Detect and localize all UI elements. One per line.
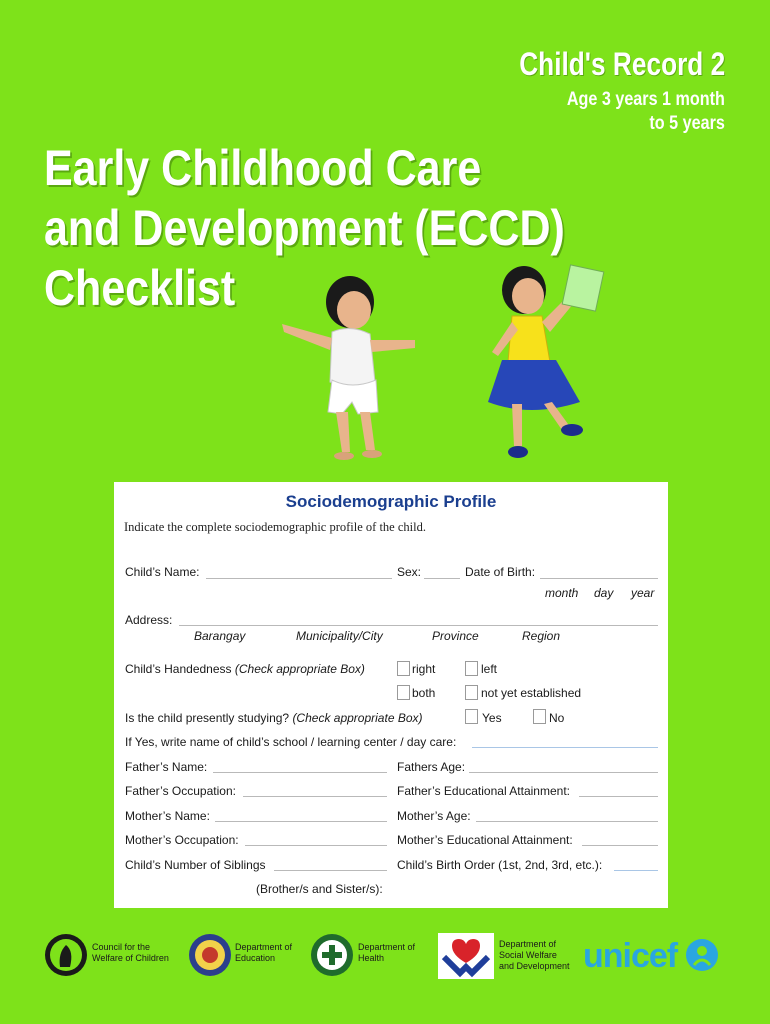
sex-label: Sex: [397, 565, 422, 579]
father-age-label: Fathers Age: [397, 760, 466, 774]
address-field[interactable] [179, 625, 658, 626]
father-name-label: Father’s Name: [125, 760, 208, 774]
father-age-field[interactable] [469, 772, 658, 773]
mother-occupation-label: Mother’s Occupation: [125, 833, 239, 847]
girl-figure [488, 265, 604, 458]
siblings-field[interactable] [274, 870, 387, 871]
school-field[interactable] [472, 747, 658, 748]
handedness-label-text: Child’s Handedness [125, 662, 232, 676]
studying-no-label: No [549, 711, 565, 725]
unicef-logo-text: unicef [583, 937, 678, 975]
address-region-label: Region [522, 629, 561, 643]
record-age-line1: Age 3 years 1 month [567, 89, 725, 110]
main-title-line3: Checklist [44, 260, 236, 316]
main-title-line2: and Development (ECCD) [44, 200, 565, 256]
main-title-line1: Early Childhood Care [44, 140, 482, 196]
father-education-label: Father’s Educational Attainment: [397, 784, 570, 798]
father-name-field[interactable] [213, 772, 387, 773]
dob-year-label: year [631, 586, 655, 600]
address-municipality-label: Municipality/City [296, 629, 383, 643]
mother-name-label: Mother’s Name: [125, 809, 210, 823]
handedness-both-label: both [412, 686, 436, 700]
dob-month-label: month [545, 586, 579, 600]
handedness-not-established-label: not yet established [481, 686, 582, 700]
address-label: Address: [125, 613, 173, 627]
doh-seal-icon [310, 933, 354, 977]
dswd-line3: and Development [499, 961, 570, 971]
dswd-line2: Social Welfare [499, 950, 557, 960]
deped-logo-text [235, 942, 292, 964]
mother-occupation-field[interactable] [245, 845, 387, 846]
handedness-left-checkbox[interactable] [465, 661, 478, 676]
handedness-right-checkbox[interactable] [397, 661, 410, 676]
cwc-line2: Welfare of Children [92, 953, 169, 963]
cwc-seal-icon [44, 933, 88, 977]
siblings-label: Child’s Number of Siblings [125, 858, 266, 872]
profile-title: Sociodemographic Profile [285, 492, 497, 511]
dob-day-label: day [594, 586, 614, 600]
dswd-logo-icon [438, 933, 494, 979]
doh-logo-text [358, 942, 415, 964]
mother-name-field[interactable] [215, 821, 387, 822]
birth-order-label: Child’s Birth Order (1st, 2nd, 3rd, etc.): [397, 858, 603, 872]
handedness-both-checkbox[interactable] [397, 685, 410, 700]
studying-yes-checkbox[interactable] [465, 709, 478, 724]
sex-field[interactable] [424, 578, 460, 579]
handedness-hint: (Check appropriate Box) [234, 662, 365, 676]
studying-hint: (Check appropriate Box) [292, 711, 423, 725]
record-title: Child's Record 2 [519, 46, 725, 82]
sociodemographic-profile-card [114, 482, 668, 908]
child-name-label: Child’s Name: [125, 565, 200, 579]
deped-line1: Department of [235, 942, 293, 952]
dob-field[interactable] [540, 578, 658, 579]
deped-seal-icon [188, 933, 232, 977]
unicef-emblem-icon [684, 937, 720, 973]
handedness-right-label: right [412, 662, 436, 676]
siblings-sub-label: (Brother/s and Sister/s): [256, 882, 383, 896]
school-label: If Yes, write name of child’s school / learning center / day care: [125, 735, 457, 749]
address-barangay-label: Barangay [194, 629, 246, 643]
mother-age-field[interactable] [476, 821, 658, 822]
children-illustration [280, 262, 620, 472]
address-province-label: Province [432, 629, 479, 643]
studying-label-text: Is the child presently studying? [125, 711, 290, 725]
dswd-logo-text [499, 939, 570, 972]
agency-logos [0, 925, 770, 995]
boy-figure [282, 276, 415, 460]
doh-line2: Health [358, 953, 385, 963]
handedness-not-established-checkbox[interactable] [465, 685, 478, 700]
record-age [567, 88, 725, 136]
mother-education-label: Mother’s Educational Attainment: [397, 833, 573, 847]
cwc-logo-text [92, 942, 169, 964]
dob-label: Date of Birth: [465, 565, 536, 579]
handedness-left-label: left [481, 662, 498, 676]
dswd-line1: Department of [499, 939, 557, 949]
handedness-label [125, 662, 365, 676]
father-occupation-field[interactable] [243, 796, 387, 797]
studying-yes-label: Yes [482, 711, 502, 725]
studying-label [125, 711, 423, 725]
father-education-field[interactable] [579, 796, 658, 797]
mother-age-label: Mother’s Age: [397, 809, 471, 823]
child-name-field[interactable] [206, 578, 392, 579]
studying-no-checkbox[interactable] [533, 709, 546, 724]
mother-education-field[interactable] [582, 845, 658, 846]
birth-order-field[interactable] [614, 870, 658, 871]
deped-line2: Education [235, 953, 276, 963]
father-occupation-label: Father’s Occupation: [125, 784, 236, 798]
doh-line1: Department of [358, 942, 416, 952]
record-age-line2: to 5 years [649, 113, 725, 134]
profile-instruction: Indicate the complete sociodemographic profile of the child. [124, 520, 426, 534]
cwc-line1: Council for the [92, 942, 151, 952]
